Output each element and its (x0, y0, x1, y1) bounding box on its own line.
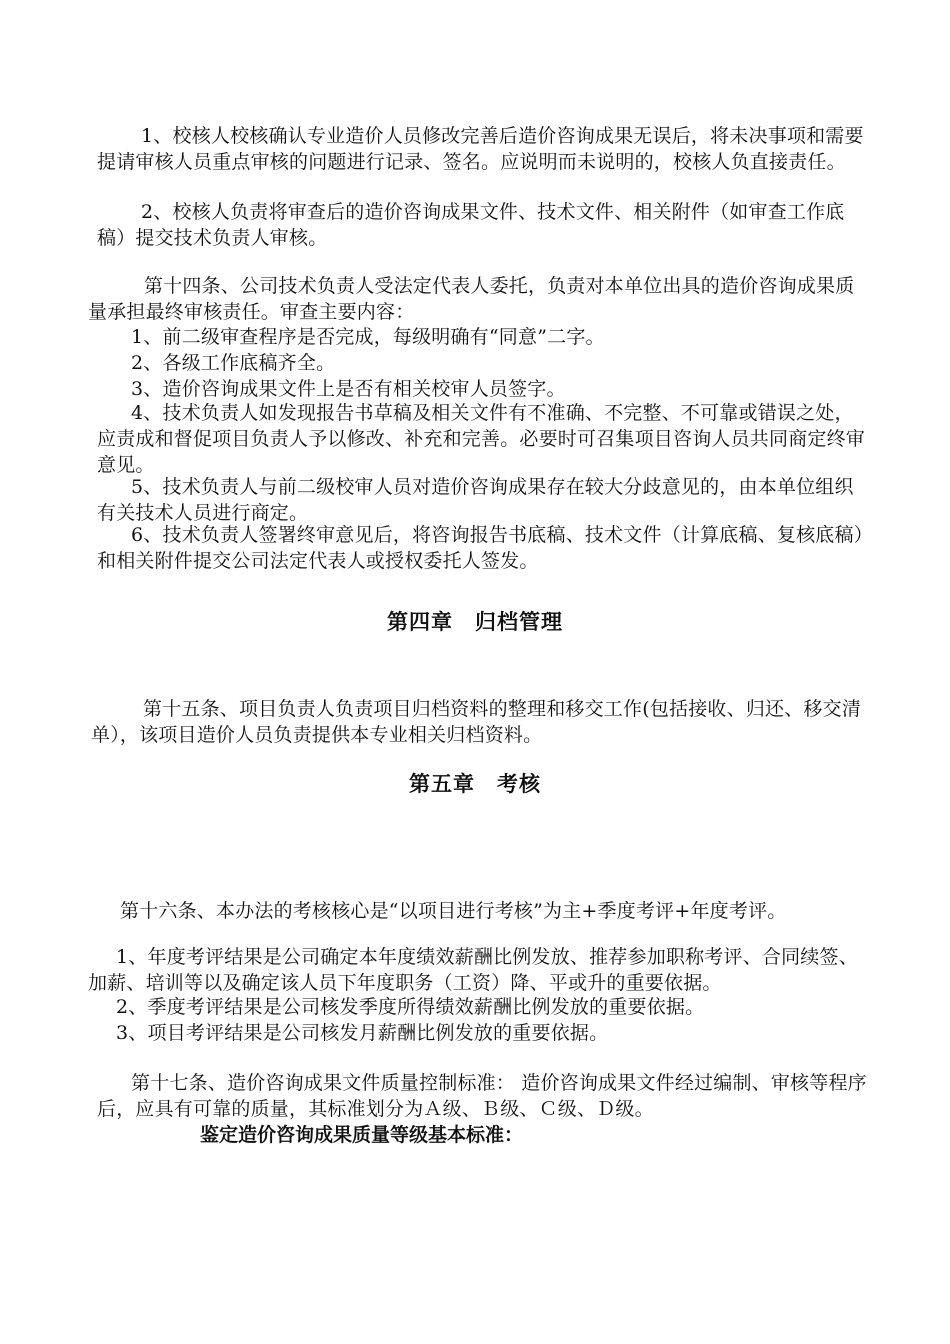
article-14-item-2: 2、各级工作底稿齐全。 (131, 352, 336, 374)
article-17: 第十七条、造价咨询成果文件质量控制标准： 造价咨询成果文件经过编制、审核等程序后，应具有可靠的质量，其标准划分为Ａ级、Ｂ级、Ｃ级、Ｄ级。 (97, 1072, 867, 1120)
chapter-5-title: 第五章 考核 (409, 772, 541, 796)
article-14-item-1: 1、前二级审查程序是否完成，每级明确有“同意”二字。 (131, 326, 605, 348)
clause-13-item-1: 1、校核人校核确认专业造价人员修改完善后造价咨询成果无误后，将未决事项和需要提请审核人员重点审核的问题进行记录、签名。应说明而未说明的，校核人负直接责任。 (97, 125, 864, 173)
article-14-item-6: 6、技术负责人签署终审意见后，将咨询报告书底稿、技术文件（计算底稿、复核底稿）和相关附件提交公司法定代表人或授权委托人签发。 (97, 524, 864, 572)
article-14-item-3: 3、造价咨询成果文件上是否有相关校审人员签字。 (131, 378, 566, 400)
quality-standard-heading: 鉴定造价咨询成果质量等级基本标准： (200, 1124, 524, 1146)
clause-13-item-2: 2、校核人负责将审查后的造价咨询成果文件、技术文件、相关附件（如审查工作底稿）提交技术负责人审核。 (97, 201, 845, 249)
article-14-intro: 第十四条、公司技术负责人受法定代表人委托，负责对本单位出具的造价咨询成果质量承担最终审核责任。审查主要内容： (88, 275, 855, 323)
article-14-item-4: 4、技术负责人如发现报告书草稿及相关文件有不准确、不完整、不可靠或错误之处，应责成和督促项目负责人予以修改、补充和完善。必要时可召集项目咨询人员共同商定终审意见。 (97, 402, 866, 476)
chapter-4-title: 第四章 归档管理 (387, 610, 563, 634)
article-16-item-2: 2、季度考评结果是公司核发季度所得绩效薪酬比例发放的重要依据。 (116, 996, 705, 1018)
article-16-item-3: 3、项目考评结果是公司核发月薪酬比例发放的重要依据。 (116, 1022, 609, 1044)
article-16: 第十六条、本办法的考核核心是“以项目进行考核”为主+季度考评+年度考评。 (120, 900, 787, 922)
article-16-item-1: 1、年度考评结果是公司确定本年度绩效薪酬比例发放、推荐参加职称考评、合同续签、加薪、培训等以及确定该人员下年度职务（工资）降、平或升的重要依据。 (88, 946, 858, 994)
article-14-item-5: 5、技术负责人与前二级校审人员对造价咨询成果存在较大分歧意见的，由本单位组织有关技术人员进行商定。 (97, 476, 854, 524)
article-15: 第十五条、项目负责人负责项目归档资料的整理和移交工作(包括接收、归还、移交清单），该项目造价人员负责提供本专业相关归档资料。 (91, 698, 862, 746)
